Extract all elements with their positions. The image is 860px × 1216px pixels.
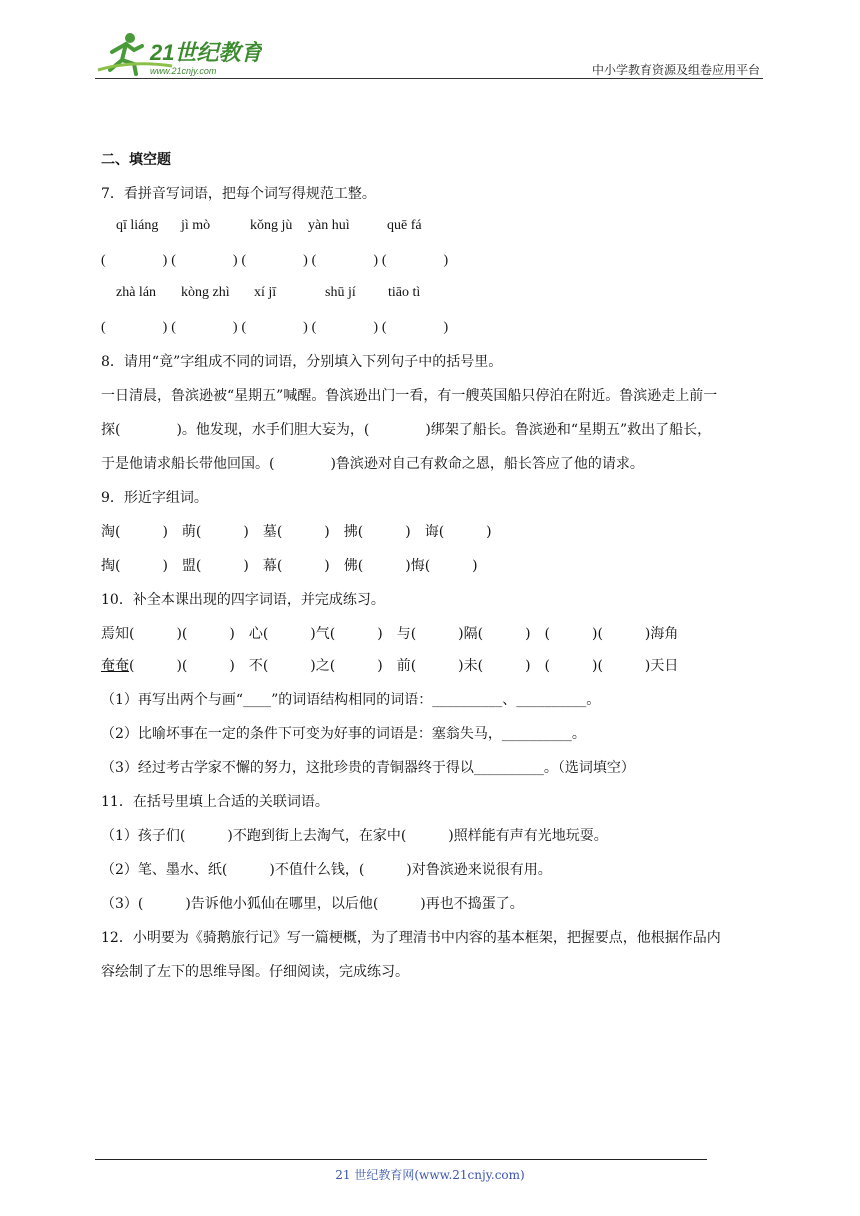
q10-idiom-row1: 焉知( )( ) 心( )气( ) 与( )隔( ) ( )( )海角: [101, 626, 679, 642]
q10-sub1: （1）再写出两个与画“____”的词语结构相同的词语：__________、__________。: [101, 692, 601, 708]
pinyin-item: quē fá: [387, 218, 422, 233]
brand-text: 21世纪教育: [150, 40, 262, 65]
footer-divider: [95, 1159, 707, 1160]
brand-url: www.21cnjy.com: [150, 66, 217, 76]
site-logo: [92, 30, 262, 80]
q11-sub2: （2）笔、墨水、纸( )不值什么钱，( )对鲁滨逊来说很有用。: [101, 862, 552, 878]
q12-line2: 容绘制了左下的思维导图。仔细阅读，完成练习。: [101, 964, 409, 980]
q11-prompt: 11．在括号里填上合适的关联词语。: [101, 794, 329, 810]
header-platform-text: 中小学教育资源及组卷应用平台: [591, 63, 760, 77]
pinyin-item: xí jī: [254, 285, 277, 300]
q8-passage-line2: 探( )。他发现，水手们胆大妄为，( )绑架了船长。鲁滨逊和“星期五”救出了船长，: [101, 422, 712, 438]
q7-answer-brackets-row2[interactable]: ( ) ( ) ( ) ( ) ( ): [101, 320, 449, 335]
pinyin-item: kǒng jù: [250, 218, 293, 233]
section-title: 二、填空题: [101, 152, 171, 168]
q7-answer-brackets-row1[interactable]: ( ) ( ) ( ) ( ) ( ): [101, 253, 449, 268]
header-divider: [95, 78, 763, 79]
q9-prompt: 9．形近字组词。: [101, 490, 208, 506]
q9-row1: 淘( ) 萌( ) 墓( ) 拂( ) 诲( ): [101, 524, 492, 540]
pinyin-item: tiāo tì: [388, 285, 421, 300]
q10-idiom-row2: [101, 656, 678, 676]
q11-sub3: （3）( )告诉他小狐仙在哪里，以后他( )再也不捣蛋了。: [101, 896, 524, 912]
q11-sub1: （1）孩子们( )不跑到街上去淘气，在家中( )照样能有声有光地玩耍。: [101, 828, 608, 844]
pinyin-item: yàn huì: [308, 218, 350, 233]
pinyin-item: jì mò: [181, 218, 211, 233]
pinyin-item: qī liáng: [116, 218, 159, 233]
q7-prompt: 7．看拼音写词语，把每个词写得规范工整。: [101, 186, 376, 202]
pinyin-item: zhà lán: [116, 285, 157, 300]
q10-prompt: 10．补全本课出现的四字词语，并完成练习。: [101, 592, 385, 608]
q10-sub2: （2）比喻坏事在一定的条件下可变为好事的词语是：塞翁失马，__________。: [101, 726, 586, 742]
q8-passage-line1: 一日清晨，鲁滨逊被“星期五”喊醒。鲁滨逊出门一看，有一艘英国船只停泊在附近。鲁滨逊走上前一: [101, 388, 718, 404]
q10-idiom-row2-rest: ( )( ) 不( )之( ) 前( )未( ) ( )( )天日: [129, 658, 679, 674]
q12-line1: 12．小明要为《骑鹅旅行记》写一篇梗概，为了理清书中内容的基本框架，把握要点，他根据作品内: [101, 930, 721, 946]
footer-text[interactable]: 21 世纪教育网(www.21cnjy.com): [335, 1168, 525, 1182]
q10-sub3: （3）经过考古学家不懈的努力，这批珍贵的青铜器终于得以__________。（选词填空）: [101, 760, 635, 776]
q8-prompt: 8．请用“竟”字组成不同的词语，分别填入下列句子中的括号里。: [101, 354, 503, 370]
pinyin-item: kòng zhì: [181, 285, 230, 300]
q9-row2: 掏( ) 盟( ) 幕( ) 佛( )悔( ): [101, 558, 478, 574]
underlined-word: 奄奄: [101, 658, 129, 674]
pinyin-item: shū jí: [325, 285, 356, 300]
q8-passage-line3: 于是他请求船长带他回国。( )鲁滨逊对自己有救命之恩，船长答应了他的请求。: [101, 456, 644, 472]
